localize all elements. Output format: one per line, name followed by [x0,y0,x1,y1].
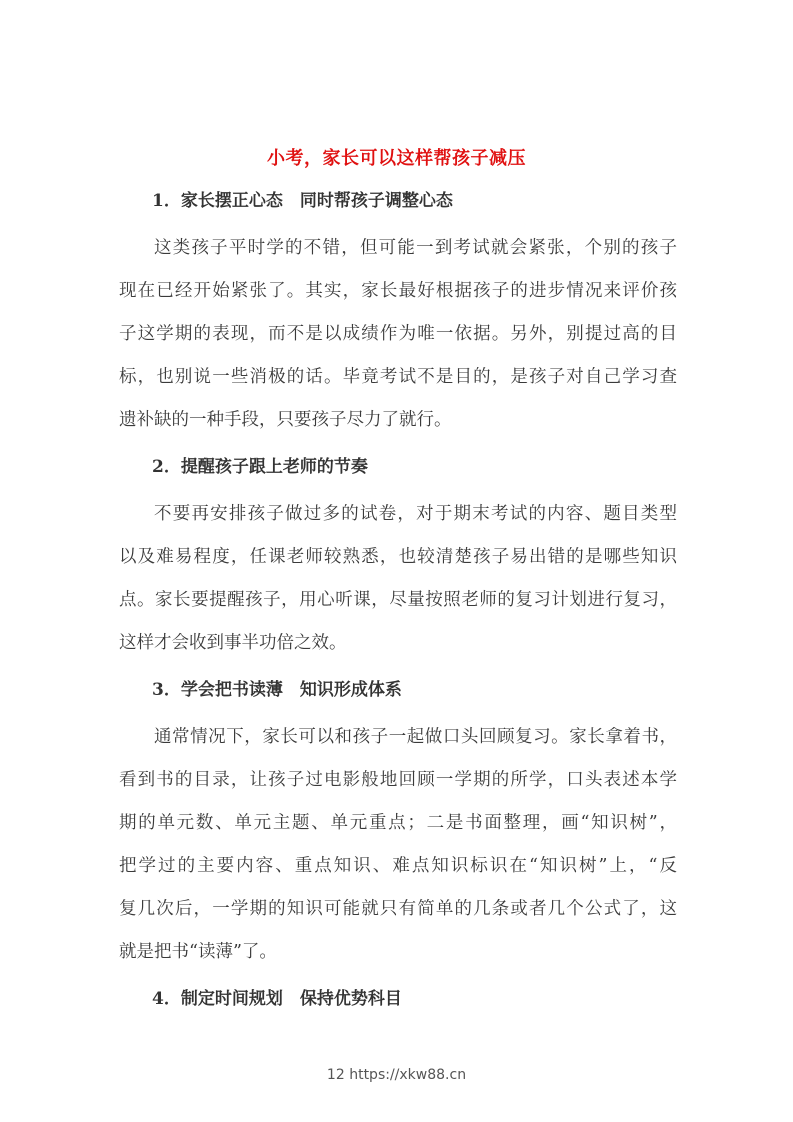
paragraph-line: 把学过的主要内容、重点知识、难点知识标识在“知识树”上，“反 [119,856,677,876]
paragraph-line: 看到书的目录，让孩子过电影般地回顾一学期的所学，口头表述本学 [119,770,677,790]
paragraph-line: 这样才会收到事半功倍之效。 [119,633,347,653]
section-heading: 4．制定时间规划 保持优势科目 [152,989,402,1009]
document-body [119,184,677,1025]
paragraph-line: 期的单元数、单元主题、单元重点；二是书面整理，画“知识树”， [119,813,677,833]
paragraph-line: 现在已经开始紧张了。其实，家长最好根据孩子的进步情况来评价孩 [119,281,677,301]
section-heading: 3．学会把书读薄 知识形成体系 [152,680,402,700]
paragraph-line: 通常情况下，家长可以和孩子一起做口头回顾复习。家长拿着书， [154,727,677,747]
paragraph-line: 遗补缺的一种手段，只要孩子尽力了就行。 [119,410,452,430]
paragraph-line: 就是把书“读薄”了。 [119,942,277,962]
document-title: 小考，家长可以这样帮孩子减压 [267,148,526,169]
page-footer [0,1067,793,1083]
section-paragraph [119,227,677,442]
paragraph-line: 以及难易程度，任课老师较熟悉，也较清楚孩子易出错的是哪些知识 [119,547,677,567]
paragraph-line: 不要再安排孩子做过多的试卷，对于期末考试的内容、题目类型 [154,504,677,524]
section-heading: 2．提醒孩子跟上老师的节奏 [152,457,368,477]
paragraph-line: 点。家长要提醒孩子，用心听课，尽量按照老师的复习计划进行复习， [119,590,677,610]
section-4 [119,982,677,1016]
section-3 [119,673,677,974]
section-heading: 1．家长摆正心态 同时帮孩子调整心态 [152,191,453,211]
section-2 [119,450,677,665]
page-number: 12 [326,1067,345,1083]
paragraph-line: 子这学期的表现，而不是以成绩作为唯一依据。另外，别提过高的目 [119,324,677,344]
footer-url[interactable]: https://xkw88.cn [349,1067,467,1083]
section-1 [119,184,677,442]
paragraph-line: 这类孩子平时学的不错，但可能一到考试就会紧张，个别的孩子 [154,238,677,258]
paragraph-line: 标，也别说一些消极的话。毕竟考试不是目的，是孩子对自己学习查 [119,367,677,387]
paragraph-line: 复几次后，一学期的知识可能就只有简单的几条或者几个公式了，这 [119,899,677,919]
section-paragraph [119,493,677,665]
section-paragraph [119,716,677,974]
